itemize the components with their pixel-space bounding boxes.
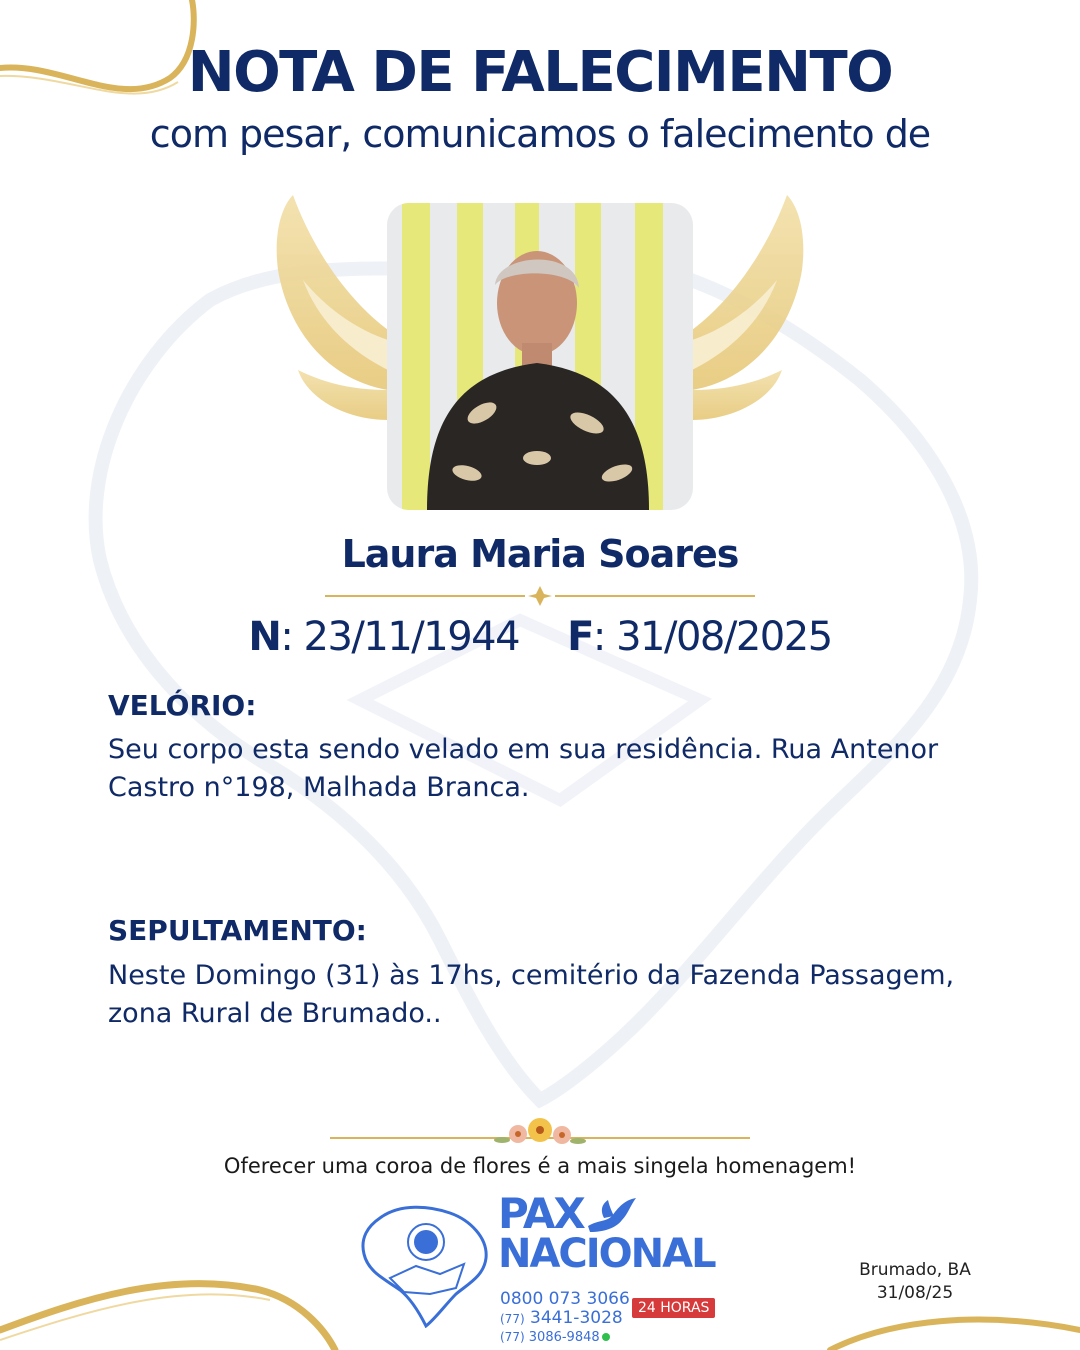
brand-line1: PAX xyxy=(498,1189,584,1238)
phone-1: 0800 073 3066 xyxy=(500,1289,630,1309)
brazil-map-logo-icon xyxy=(360,1198,492,1328)
phone-3-area: (77) xyxy=(500,1330,525,1344)
birth-label: N xyxy=(248,614,281,660)
death-date: 31/08/2025 xyxy=(616,614,832,660)
note-date: 31/08/25 xyxy=(876,1283,954,1303)
homage-text: Oferecer uma coroa de flores é a mais singela homenagem! xyxy=(223,1154,857,1178)
burial-heading: SEPULTAMENTO: xyxy=(108,914,367,947)
whatsapp-icon xyxy=(602,1333,610,1341)
gold-divider xyxy=(325,584,755,608)
wake-heading: VELÓRIO: xyxy=(108,689,257,722)
flowers-icon xyxy=(330,1108,750,1158)
life-dates: N: 23/11/1944 F: 31/08/2025 xyxy=(248,614,832,660)
phone-3 xyxy=(500,1328,630,1347)
burial-text: Neste Domingo (31) às 17hs, cemitério da Fazenda Passagem, zona Rural de Brumado.. xyxy=(108,960,955,1029)
gold-diamond-icon xyxy=(528,586,552,606)
deceased-name: Laura Maria Soares xyxy=(341,532,739,576)
gold-swoosh-bottom-right xyxy=(820,1300,1080,1350)
phone-list xyxy=(500,1289,630,1347)
gold-swoosh-bottom-left xyxy=(0,1270,340,1350)
brand-line2: NACIONAL xyxy=(498,1231,715,1277)
page-title: NOTA DE FALECIMENTO xyxy=(187,40,893,105)
birth-date: 23/11/1944 xyxy=(303,614,520,660)
dove-icon xyxy=(584,1196,640,1238)
phone-2 xyxy=(500,1309,630,1328)
hours-badge: 24 HORAS xyxy=(632,1298,715,1318)
wake-text: Seu corpo esta sendo velado em sua residência. Rua Antenor Castro n°198, Malhada Branca. xyxy=(108,734,939,803)
phone-2-number: 3441-3028 xyxy=(530,1308,623,1328)
deceased-photo xyxy=(387,203,693,510)
phone-3-number: 3086-9848 xyxy=(528,1330,600,1345)
city: Brumado, BA xyxy=(859,1260,971,1280)
brand-logo xyxy=(498,1189,728,1277)
page-subtitle: com pesar, comunicamos o falecimento de xyxy=(149,112,931,156)
phone-2-area: (77) xyxy=(500,1312,525,1326)
death-label: F xyxy=(567,614,593,660)
place-date xyxy=(840,1259,990,1305)
